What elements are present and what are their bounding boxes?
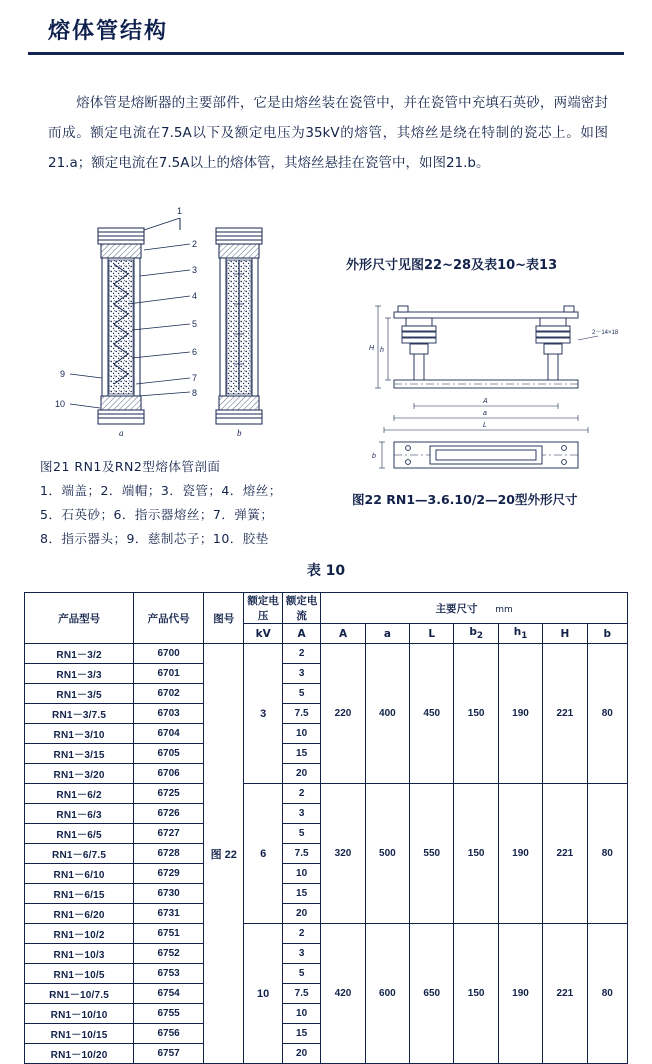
page-title: 熔体管结构 [48,19,169,44]
cell-dim-h1: 190 [498,924,542,1064]
cell-rated-current: 7.5 [282,984,320,1004]
cell-dim-b: 80 [587,784,627,924]
cell-model: RN1－6/2 [25,784,134,804]
svg-text:a: a [119,428,124,438]
svg-text:2－14×18: 2－14×18 [592,330,619,336]
cell-model: RN1－6/7.5 [25,844,134,864]
header-dim-L: L [410,624,454,644]
cell-rated-current: 10 [282,864,320,884]
cell-rated-voltage: 6 [244,784,282,924]
cell-dim-a: 600 [365,924,409,1064]
cell-model: RN1－10/2 [25,924,134,944]
table-header-row-1 [25,593,628,624]
cell-dim-L: 650 [410,924,454,1064]
header-dim-b2-main: b [469,625,477,638]
cell-rated-current: 3 [282,664,320,684]
table-head [25,593,628,644]
svg-text:a: a [483,410,487,417]
cell-dim-A: 220 [321,644,365,784]
cell-figure-ref: 图 22 [204,644,244,1064]
cell-model: RN1－10/7.5 [25,984,134,1004]
header-dim-h1-sub: 1 [521,631,528,642]
cell-rated-current: 5 [282,824,320,844]
header-main-dims-label: 主要尺寸 [435,602,478,615]
cell-dim-A: 420 [321,924,365,1064]
header-main-dims [321,593,628,624]
cell-dim-b2: 150 [454,644,498,784]
cell-code: 6701 [134,664,204,684]
cell-model: RN1－6/20 [25,904,134,924]
cell-dim-L: 450 [410,644,454,784]
cell-code: 6705 [134,744,204,764]
cell-code: 6756 [134,1024,204,1044]
cell-code: 6702 [134,684,204,704]
header-dim-b2 [454,624,498,644]
cell-model: RN1－3/2 [25,644,134,664]
title-divider [28,52,624,55]
cell-rated-current: 2 [282,644,320,664]
cell-code: 6754 [134,984,204,1004]
table-row[interactable] [25,924,628,944]
cell-rated-current: 15 [282,744,320,764]
cell-code: 6706 [134,764,204,784]
cell-dim-b2: 150 [454,924,498,1064]
cell-rated-current: 5 [282,684,320,704]
header-main-dims-unit: mm [495,604,513,615]
header-figure: 图号 [204,593,244,644]
cell-code: 6700 [134,644,204,664]
cell-rated-current: 5 [282,964,320,984]
table-row[interactable] [25,784,628,804]
svg-text:8: 8 [192,388,198,398]
header-rated-current: 额定电流 [282,593,320,624]
table-title: 表 10 [306,563,346,579]
cell-rated-voltage: 10 [244,924,282,1064]
header-amp: A [282,624,320,644]
specification-table [24,592,628,1064]
svg-text:6: 6 [192,347,198,357]
cell-code: 6751 [134,924,204,944]
cell-code: 6730 [134,884,204,904]
cell-code: 6757 [134,1044,204,1064]
cell-rated-current: 20 [282,1044,320,1064]
cell-model: RN1－3/20 [25,764,134,784]
cell-code: 6728 [134,844,204,864]
figure-22-drawing [344,276,634,476]
cell-dim-h1: 190 [498,644,542,784]
header-dim-b2-sub: 2 [476,631,483,642]
cell-model: RN1－3/15 [25,744,134,764]
cell-code: 6752 [134,944,204,964]
cell-code: 6704 [134,724,204,744]
header-dim-h1 [498,624,542,644]
svg-text:h: h [380,347,384,354]
cell-rated-current: 7.5 [282,704,320,724]
svg-text:5: 5 [192,319,198,329]
table-row[interactable] [25,644,628,664]
cell-dim-H: 221 [543,644,587,784]
cell-dim-H: 221 [543,784,587,924]
header-rated-voltage: 额定电压 [244,593,282,624]
cell-rated-voltage: 3 [244,644,282,784]
cell-model: RN1－3/5 [25,684,134,704]
figure-21-caption: 图21 RN1及RN2型熔体管剖面 [40,459,221,474]
figure-21-legend-3: 8．指示器头；9．慈制芯子；10．胶垫 [40,531,269,546]
svg-text:7: 7 [192,373,198,383]
figure-21-drawing [40,200,320,450]
cell-rated-current: 3 [282,944,320,964]
cell-rated-current: 2 [282,924,320,944]
svg-text:1: 1 [177,206,183,216]
cell-rated-current: 2 [282,784,320,804]
header-code: 产品代号 [134,593,204,644]
cell-rated-current: 10 [282,1004,320,1024]
specification-table-wrapper [24,592,628,1064]
cell-code: 6703 [134,704,204,724]
cell-rated-current: 3 [282,804,320,824]
figure-21-legend-1: 1．端盖；2．端帽；3．瓷管；4．熔丝； [40,483,282,498]
cell-rated-current: 15 [282,1024,320,1044]
svg-text:H: H [369,345,375,352]
svg-text:10: 10 [55,399,66,409]
figure-21-legend-2: 5．石英砂；6．指示器熔丝；7．弹簧； [40,507,274,522]
cell-code: 6729 [134,864,204,884]
cell-rated-current: 15 [282,884,320,904]
cell-dim-b: 80 [587,644,627,784]
header-dim-h1-main: h [513,625,522,638]
header-dim-b: b [587,624,627,644]
cell-code: 6725 [134,784,204,804]
cell-dim-a: 500 [365,784,409,924]
table-body [25,644,628,1064]
cell-model: RN1－10/10 [25,1004,134,1024]
cell-code: 6727 [134,824,204,844]
figure-21-caption-block [40,455,340,551]
figure-22-caption: 图22 RN1—3.6.10/2—20型外形尺寸 [352,492,578,507]
cell-rated-current: 10 [282,724,320,744]
cell-model: RN1－3/7.5 [25,704,134,724]
cell-model: RN1－10/20 [25,1044,134,1064]
cell-model: RN1－6/3 [25,804,134,824]
cell-model: RN1－6/15 [25,884,134,904]
figure-22-note: 外形尺寸见图22~28及表10~表13 [346,258,558,273]
paragraph-text: 熔体管是熔断器的主要部件，它是由熔丝装在瓷管中，并在瓷管中充填石英砂，两端密封而成。额定电流在7.5A以下及额定电压为35kV的熔管，其熔丝是绕在特制的瓷芯上。如图21.a；额定电流在7.5A以上的熔体管，其熔丝悬挂在瓷管中，如图21.b。 [48,95,608,171]
cell-rated-current: 20 [282,764,320,784]
cell-model: RN1－10/5 [25,964,134,984]
svg-text:4: 4 [192,291,198,301]
cell-code: 6753 [134,964,204,984]
svg-text:9: 9 [60,369,66,379]
intro-paragraph [48,88,608,178]
svg-text:L: L [483,422,487,429]
header-dim-H: H [543,624,587,644]
header-dim-a: a [365,624,409,644]
cell-dim-b: 80 [587,924,627,1064]
cell-code: 6726 [134,804,204,824]
cell-dim-A: 320 [321,784,365,924]
cell-model: RN1－10/15 [25,1024,134,1044]
header-kv: kV [244,624,282,644]
svg-text:b: b [372,453,376,460]
cell-dim-b2: 150 [454,784,498,924]
cell-model: RN1－6/5 [25,824,134,844]
svg-text:A: A [483,398,488,405]
svg-text:b: b [237,428,242,438]
cell-dim-a: 400 [365,644,409,784]
cell-code: 6755 [134,1004,204,1024]
header-model: 产品型号 [25,593,134,644]
cell-model: RN1－3/3 [25,664,134,684]
cell-dim-h1: 190 [498,784,542,924]
cell-model: RN1－10/3 [25,944,134,964]
header-dim-A: A [321,624,365,644]
cell-rated-current: 7.5 [282,844,320,864]
cell-dim-H: 221 [543,924,587,1064]
cell-model: RN1－6/10 [25,864,134,884]
svg-text:2: 2 [192,239,198,249]
cell-rated-current: 20 [282,904,320,924]
cell-dim-L: 550 [410,784,454,924]
svg-text:3: 3 [192,265,198,275]
cell-model: RN1－3/10 [25,724,134,744]
cell-code: 6731 [134,904,204,924]
